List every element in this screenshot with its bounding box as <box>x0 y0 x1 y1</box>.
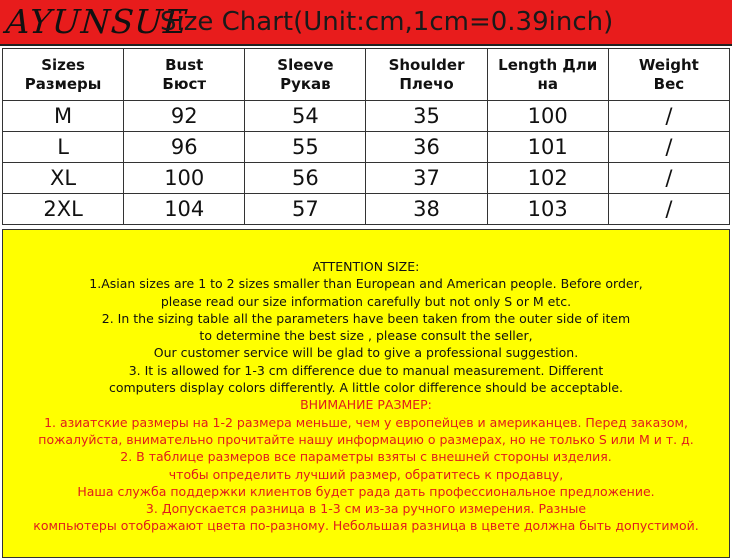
table-cell: XL <box>3 163 124 194</box>
notice-line-english: to determine the best size , please consult the seller, <box>199 328 533 344</box>
notice-heading-russian: ВНИМАНИЕ РАЗМЕР: <box>300 397 432 413</box>
table-cell: / <box>608 194 729 225</box>
table-cell: 100 <box>124 163 245 194</box>
table-cell: 36 <box>366 132 487 163</box>
notice-line-russian: 1. азиатские размеры на 1-2 размера меньше, чем у европейцев и американцев. Перед заказом, <box>44 414 688 430</box>
table-cell: 38 <box>366 194 487 225</box>
table-cell: 96 <box>124 132 245 163</box>
notice-line-russian: пожалуйста, внимательно прочитайте нашу информацию о размерах, но не только S или M и т. д. <box>38 431 694 447</box>
table-cell: 92 <box>124 101 245 132</box>
table-cell: 2XL <box>3 194 124 225</box>
notice-line-russian: 2. В таблице размеров все параметры взяты с внешней стороны изделия. <box>120 449 612 465</box>
notice-line-russian: Наша служба поддержки клиентов будет рада дать профессиональное предложение. <box>77 483 655 499</box>
table-cell: 102 <box>487 163 608 194</box>
notice-heading-english: ATTENTION SIZE: <box>312 259 420 274</box>
table-cell: 104 <box>124 194 245 225</box>
size-notice-panel <box>2 229 730 558</box>
table-cell: 54 <box>245 101 366 132</box>
notice-line-english: computers display colors differently. A little color difference should be acceptable. <box>108 380 624 396</box>
table-row <box>3 194 730 225</box>
table-cell: / <box>608 132 729 163</box>
notice-line-english: Our customer service will be glad to give a professional suggestion. <box>153 345 579 361</box>
column-header-shoulder: Shoulder Плечо <box>366 49 487 101</box>
table-cell: 56 <box>245 163 366 194</box>
notice-line-russian: компьютеры отображают цвета по-разному. Небольшая разница в цвете должна быть допустимой. <box>33 518 699 534</box>
notice-line-english: please read our size information carefully but not only S or M etc. <box>160 293 572 309</box>
table-row <box>3 101 730 132</box>
table-header-row <box>3 49 730 101</box>
size-chart-title: Size Chart(Unit:cm,1cm=0.39inch) <box>160 7 614 37</box>
brand-logo: AYUNSUE <box>4 2 190 41</box>
notice-line-english: 3. It is allowed for 1-3 cm difference due to manual measurement. Different <box>128 362 604 378</box>
column-header-sleeve: Sleeve Рукав <box>245 49 366 101</box>
column-header-weight: Weight Вес <box>608 49 729 101</box>
notice-line-russian: чтобы определить лучший размер, обратитесь к продавцу, <box>168 466 564 482</box>
column-header-bust: Bust Бюст <box>124 49 245 101</box>
table-cell: 103 <box>487 194 608 225</box>
table-cell: / <box>608 101 729 132</box>
table-cell: M <box>3 101 124 132</box>
table-cell: / <box>608 163 729 194</box>
table-row <box>3 163 730 194</box>
table-cell: 57 <box>245 194 366 225</box>
table-cell: L <box>3 132 124 163</box>
column-header-length: Length Дли на <box>487 49 608 101</box>
table-cell: 55 <box>245 132 366 163</box>
notice-line-english: 2. In the sizing table all the parameters have been taken from the outer side of item <box>101 310 631 326</box>
table-cell: 35 <box>366 101 487 132</box>
table-cell: 37 <box>366 163 487 194</box>
size-table <box>2 48 730 225</box>
table-row <box>3 132 730 163</box>
table-cell: 100 <box>487 101 608 132</box>
notice-line-english: 1.Asian sizes are 1 to 2 sizes smaller than European and American people. Before order, <box>89 276 643 292</box>
notice-line-russian: 3. Допускается разница в 1-3 см из-за ручного измерения. Разные <box>145 501 587 517</box>
size-chart-header <box>0 0 732 46</box>
column-header-sizes: Sizes Размеры <box>3 49 124 101</box>
table-cell: 101 <box>487 132 608 163</box>
